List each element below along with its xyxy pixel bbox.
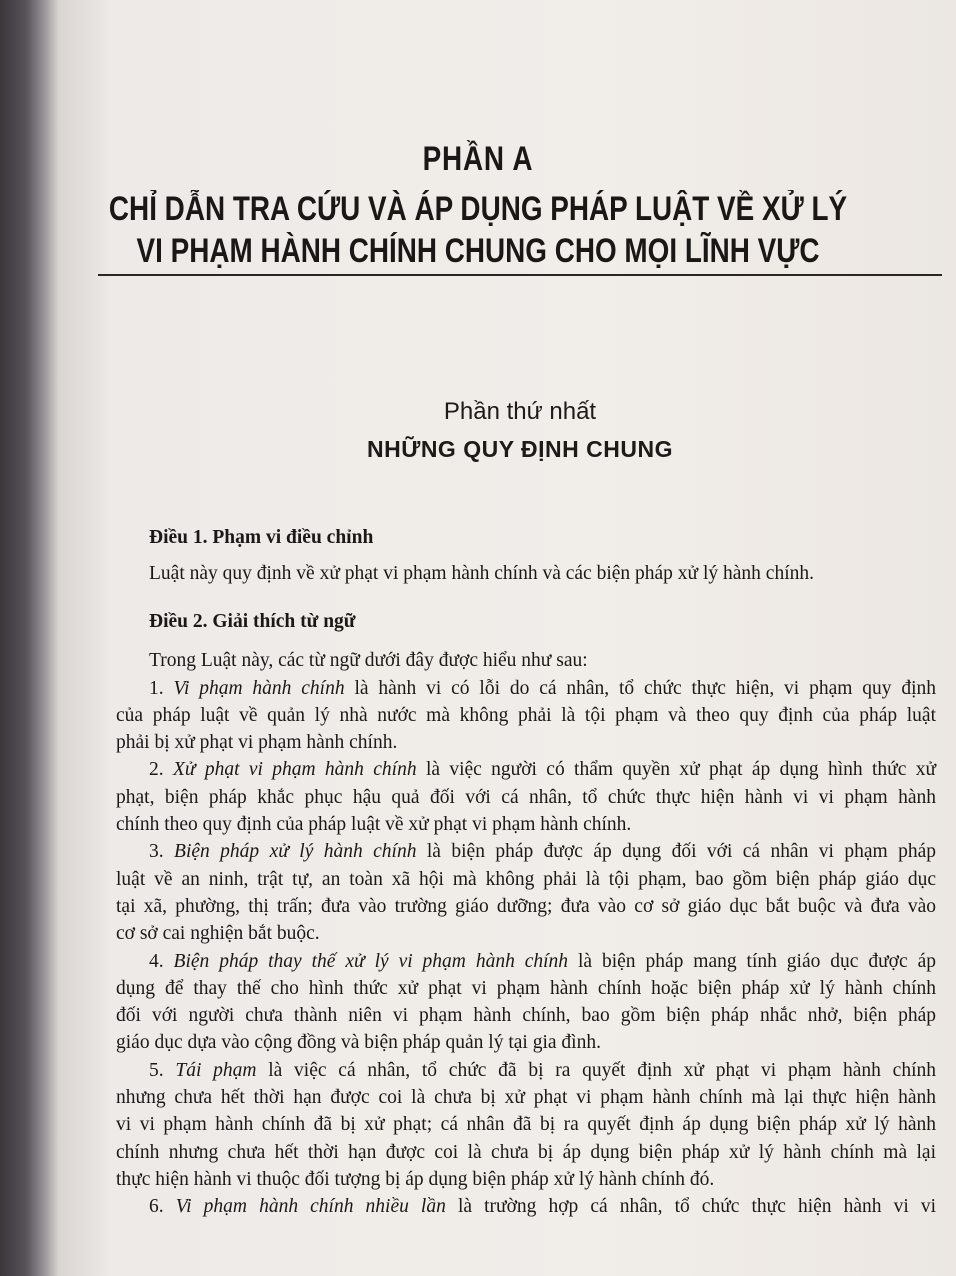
definition-3-term: Biện pháp xử lý hành chính	[174, 841, 417, 863]
definition-2-term: Xử phạt vi phạm hành chính	[172, 759, 417, 781]
article-2	[116, 608, 936, 1221]
part-title-line-2: VI PHẠM HÀNH CHÍNH CHUNG CHO MỌI LĨNH VỰC	[136, 232, 820, 270]
book-spine-shadow	[0, 0, 58, 1276]
article-1	[116, 524, 936, 588]
chapter-title: NHỮNG QUY ĐỊNH CHUNG	[367, 436, 673, 462]
definition-6-term: Vi phạm hành chính nhiều lần	[175, 1196, 446, 1218]
definition-5: 5. Tái phạm là việc cá nhân, tổ chức đã bị ra quyết định xử phạt vi phạm hành chính nhưng chưa hết thời hạn được coi là chưa bị xử phạt vi phạm hành chính mà lại thực hiện hành vi vi phạm hành chính đã bị xử phạt; cá nhân đã bị ra quyết định áp dụng biện pháp xử lý hành chính nhưng chưa hết thời hạn được coi là chưa bị áp dụng biện pháp xử lý hành chính mà lại thực hiện hành vi thuộc đối tượng bị áp dụng biện pháp xử lý hành chính đó.	[116, 1059, 936, 1190]
definition-1: 1. Vi phạm hành chính là hành vi có lỗi do cá nhân, tổ chức thực hiện, vi phạm quy định của pháp luật về quản lý nhà nước mà không phải là tội phạm và theo quy định của pháp luật phải bị xử phạt vi phạm hành chính.	[116, 677, 937, 754]
definition-3: 3. Biện pháp xử lý hành chính là biện pháp được áp dụng đối với cá nhân vi phạm pháp luật về an ninh, trật tự, an toàn xã hội mà không phải là tội phạm, bao gồm biện pháp giáo dục tại xã, phường, thị trấn; đưa vào trường giáo dưỡng; đưa vào cơ sở giáo dục bắt buộc và đưa vào cơ sở cai nghiện bắt buộc.	[116, 841, 937, 945]
article-2-title: Điều 2. Giải thích từ ngữ	[149, 611, 356, 632]
definition-1-term: Vi phạm hành chính	[173, 677, 345, 699]
article-2-intro: Trong Luật này, các từ ngữ dưới đây được hiểu như sau:	[149, 650, 588, 672]
part-label: PHẦN A	[422, 140, 534, 178]
part-title-line-1: CHỈ DẪN TRA CỨU VÀ ÁP DỤNG PHÁP LUẬT VỀ XỬ LÝ	[108, 190, 848, 228]
chapter-label: Phần thứ nhất	[443, 398, 597, 425]
definition-6: 6. Vi phạm hành chính nhiều lần là trường hợp cá nhân, tổ chức thực hiện hành vi vi	[149, 1196, 937, 1218]
horizontal-rule	[98, 274, 942, 276]
article-1-title: Điều 1. Phạm vi điều chỉnh	[149, 527, 374, 548]
definition-2: 2. Xử phạt vi phạm hành chính là việc người có thẩm quyền xử phạt áp dụng hình thức xử phạt, biện pháp khắc phục hậu quả đối với cá nhân, tổ chức thực hiện hành vi vi phạm hành chính theo quy định của pháp luật về xử phạt vi phạm hành chính.	[116, 759, 937, 836]
article-1-text: Luật này quy định về xử phạt vi phạm hành chính và các biện pháp xử lý hành chính.	[149, 563, 815, 585]
definition-5-term: Tái phạm	[175, 1059, 257, 1081]
definition-4: 4. Biện pháp thay thế xử lý vi phạm hành chính là biện pháp mang tính giáo dục được áp dụng để thay thế cho hình thức xử phạt vi phạm hành chính hoặc biện pháp xử lý hành chính đối với người chưa thành niên vi phạm hành chính, bao gồm biện pháp nhắc nhở, biện pháp giáo dục dựa vào cộng đồng và biện pháp quản lý tại gia đình.	[116, 950, 936, 1054]
definition-4-term: Biện pháp thay thế xử lý vi phạm hành chính	[173, 950, 569, 972]
